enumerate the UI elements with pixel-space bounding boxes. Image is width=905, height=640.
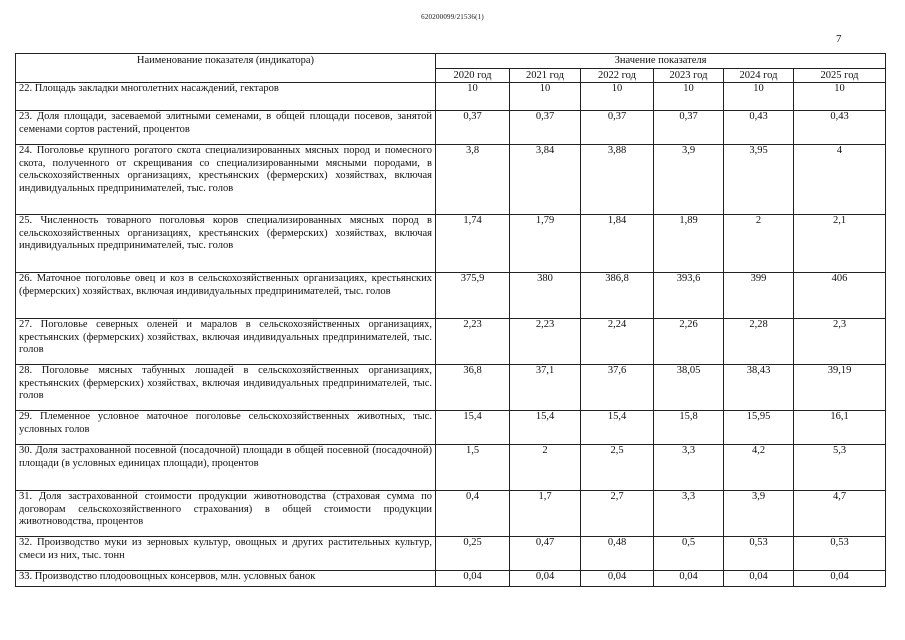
indicator-value-cell: 0,43 [724,111,794,145]
indicator-value-cell: 15,4 [510,411,581,445]
indicator-name-cell: 24. Поголовье крупного рогатого скота специализированных мясных пород и помесного скота, полученного от скрещивания со специализированными мясными породами, в сельскохозяйственных организациях, крестьянских (фермерских) хозяйствах, включая индивидуальных предпринимателей, тыс. голов [16,145,436,215]
table-row [16,445,886,491]
indicator-value-cell: 0,04 [724,571,794,587]
indicator-value-cell: 2,23 [436,319,510,365]
indicator-value-cell: 2,3 [794,319,886,365]
indicator-value-cell: 0,53 [794,537,886,571]
indicator-value-cell: 38,05 [654,365,724,411]
indicator-name-cell: 30. Доля застрахованной посевной (посадочной) площади в общей посевной (посадочной) площади (в условных единицах площади), процентов [16,445,436,491]
indicator-value-cell: 0,04 [510,571,581,587]
indicator-value-cell: 2,5 [581,445,654,491]
indicator-value-cell: 2,23 [510,319,581,365]
table-row [16,215,886,273]
indicator-value-cell: 393,6 [654,273,724,319]
indicator-value-cell: 39,19 [794,365,886,411]
indicator-value-cell: 3,3 [654,491,724,537]
indicator-value-cell: 3,9 [724,491,794,537]
indicator-value-cell: 1,7 [510,491,581,537]
indicator-name-cell: 32. Производство муки из зерновых культур, овощных и других растительных культур, смеси из них, тыс. тонн [16,537,436,571]
table-row [16,571,886,587]
indicator-value-cell: 0,37 [581,111,654,145]
indicator-value-cell: 0,47 [510,537,581,571]
table-row [16,145,886,215]
indicator-value-cell: 2 [510,445,581,491]
indicator-value-cell: 5,3 [794,445,886,491]
indicator-name-cell: 27. Поголовье северных оленей и маралов в сельскохозяйственных организациях, крестьянских (фермерских) хозяйствах, включая индивидуальных предпринимателей, тыс. голов [16,319,436,365]
indicator-value-cell: 15,4 [581,411,654,445]
indicator-name-cell: 31. Доля застрахованной стоимости продукции животноводства (страховая сумма по договорам сельскохозяйственного страхования) в общей стоимости продукции животноводства, процентов [16,491,436,537]
indicator-value-cell: 0,37 [436,111,510,145]
indicator-value-cell: 10 [581,83,654,111]
table-row [16,365,886,411]
indicator-value-cell: 4,2 [724,445,794,491]
table-row [16,411,886,445]
indicator-value-cell: 2,1 [794,215,886,273]
page-number: 7 [836,33,842,45]
indicator-name-cell: 26. Маточное поголовье овец и коз в сельскохозяйственных организациях, крестьянских (фермерских) хозяйствах, включая индивидуальных предпринимателей, тыс. голов [16,273,436,319]
indicator-value-cell: 0,04 [794,571,886,587]
indicator-value-cell: 386,8 [581,273,654,319]
indicator-value-cell: 3,84 [510,145,581,215]
header-indicator-value: Значение показателя [436,54,886,69]
indicator-name-cell: 28. Поголовье мясных табунных лошадей в сельскохозяйственных организациях, крестьянских (фермерских) хозяйствах, включая индивидуальных предпринимателей, тыс. голов [16,365,436,411]
header-year: 2024 год [724,68,794,83]
indicator-value-cell: 2,7 [581,491,654,537]
indicator-value-cell: 0,5 [654,537,724,571]
indicator-value-cell: 406 [794,273,886,319]
indicator-value-cell: 15,4 [436,411,510,445]
indicator-value-cell: 3,95 [724,145,794,215]
indicator-value-cell: 3,9 [654,145,724,215]
indicator-value-cell: 1,79 [510,215,581,273]
indicator-value-cell: 2 [724,215,794,273]
indicator-value-cell: 10 [436,83,510,111]
indicator-value-cell: 0,48 [581,537,654,571]
indicator-value-cell: 10 [654,83,724,111]
header-indicator-name: Наименование показателя (индикатора) [16,54,436,83]
indicator-value-cell: 38,43 [724,365,794,411]
indicator-value-cell: 0,04 [436,571,510,587]
indicator-value-cell: 0,43 [794,111,886,145]
indicator-name-cell: 33. Производство плодоовощных консервов, млн. условных банок [16,571,436,587]
indicator-value-cell: 0,37 [654,111,724,145]
indicator-value-cell: 10 [724,83,794,111]
indicator-value-cell: 37,6 [581,365,654,411]
indicator-name-cell: 23. Доля площади, засеваемой элитными семенами, в общей площади посевов, занятой семенами сортов растений, процентов [16,111,436,145]
indicator-value-cell: 0,4 [436,491,510,537]
indicator-value-cell: 0,53 [724,537,794,571]
indicator-value-cell: 3,8 [436,145,510,215]
indicators-table [15,53,886,587]
indicator-value-cell: 375,9 [436,273,510,319]
table-row [16,537,886,571]
indicator-value-cell: 380 [510,273,581,319]
indicator-value-cell: 10 [510,83,581,111]
indicator-value-cell: 0,04 [654,571,724,587]
document-id: 620200099/21536(1) [421,13,484,21]
header-year: 2021 год [510,68,581,83]
indicator-value-cell: 0,25 [436,537,510,571]
indicator-value-cell: 1,89 [654,215,724,273]
indicator-value-cell: 1,84 [581,215,654,273]
table-row [16,491,886,537]
indicator-value-cell: 4,7 [794,491,886,537]
indicator-value-cell: 15,8 [654,411,724,445]
indicator-value-cell: 2,28 [724,319,794,365]
indicator-value-cell: 3,3 [654,445,724,491]
indicator-value-cell: 36,8 [436,365,510,411]
indicator-value-cell: 1,74 [436,215,510,273]
indicator-value-cell: 399 [724,273,794,319]
header-year: 2023 год [654,68,724,83]
indicator-name-cell: 25. Численность товарного поголовья коров специализированных мясных пород в сельскохозяйственных организациях, крестьянских (фермерских) хозяйствах, включая индивидуальных предпринимателей, тыс. голов [16,215,436,273]
indicator-value-cell: 2,26 [654,319,724,365]
table-row [16,319,886,365]
indicator-value-cell: 0,37 [510,111,581,145]
indicator-value-cell: 16,1 [794,411,886,445]
indicator-value-cell: 37,1 [510,365,581,411]
header-year: 2020 год [436,68,510,83]
indicator-value-cell: 3,88 [581,145,654,215]
table-row [16,111,886,145]
indicator-value-cell: 15,95 [724,411,794,445]
table-row [16,273,886,319]
indicator-value-cell: 1,5 [436,445,510,491]
indicator-value-cell: 10 [794,83,886,111]
header-year: 2022 год [581,68,654,83]
header-year: 2025 год [794,68,886,83]
indicator-value-cell: 4 [794,145,886,215]
indicator-name-cell: 29. Племенное условное маточное поголовье сельскохозяйственных животных, тыс. условных голов [16,411,436,445]
indicator-value-cell: 2,24 [581,319,654,365]
table-row [16,83,886,111]
indicator-value-cell: 0,04 [581,571,654,587]
indicator-name-cell: 22. Площадь закладки многолетних насаждений, гектаров [16,83,436,111]
